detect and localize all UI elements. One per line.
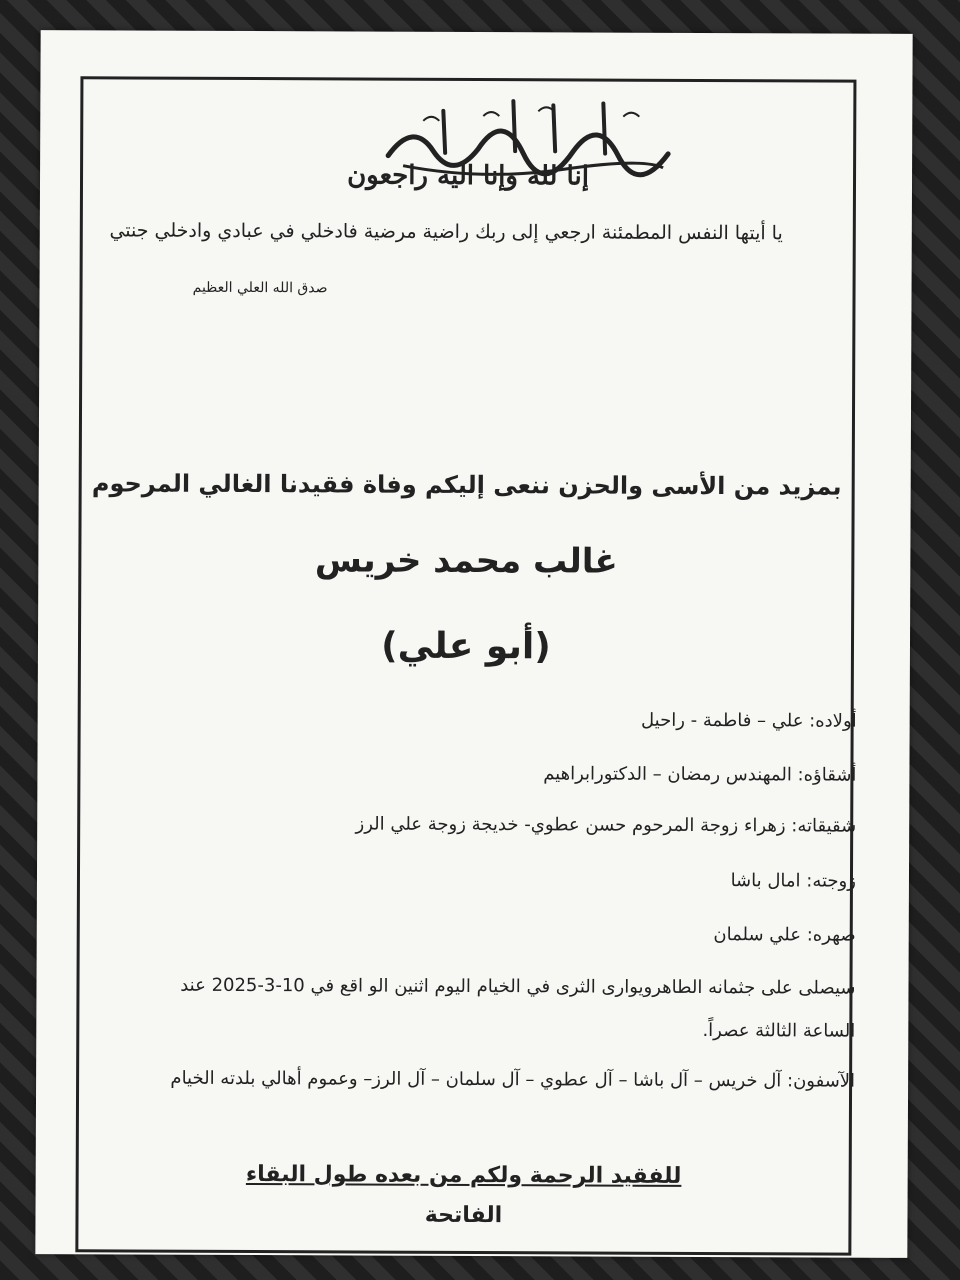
obituary-border-frame (75, 76, 856, 1255)
funeral-details-line-1: سيصلى على جثمانه الطاهرويوارى الثرى في الخيام اليوم اثنين الو اقع في 10-3-2025 عند (180, 974, 856, 999)
obituary-intro: بمزيد من الأسى والحزن ننعى إليكم وفاة فقيدنا الغالي المرحوم (91, 469, 842, 501)
obituary-paper (35, 30, 912, 1258)
funeral-details-line-2: الساعة الثالثة عصراً. (702, 1020, 856, 1042)
son-in-law-line: صهره: علي سلمان (713, 924, 856, 946)
deceased-name: غالب محمد خريس (314, 540, 618, 582)
verse-closing: صدق الله العلي العظيم (192, 279, 328, 297)
brothers-line: أشقاؤه: المهندس رمضان – الدكتورابراهيم (543, 763, 857, 786)
deceased-nickname: (أبو علي) (381, 625, 551, 668)
quran-verse: يا أيتها النفس المطمئنة ارجعي إلى ربك راضية مرضية فادخلي في عبادي وادخلي جنتي (109, 219, 783, 245)
wife-line: زوجته: امال باشا (730, 870, 857, 892)
mourners-line: الآسفون: آل خريس – آل باشا – آل عطوي – آل سلمان – آل الرز– وعموم أهالي بلدته الخيام (170, 1067, 856, 1092)
header-quran-phrase: إنا لله وإنا اليه راجعون (347, 160, 590, 192)
sisters-line: شقيقاته: زهراء زوجة المرحوم حسن عطوي- خديجة زوجة علي الرز (355, 813, 857, 837)
closing-condolence: للفقيد الرحمة ولكم من بعده طول البقاء (245, 1162, 682, 1189)
closing-fatiha: الفاتحة (424, 1202, 503, 1229)
children-line: أولاده: علي – فاطمة - راحيل (640, 709, 857, 732)
